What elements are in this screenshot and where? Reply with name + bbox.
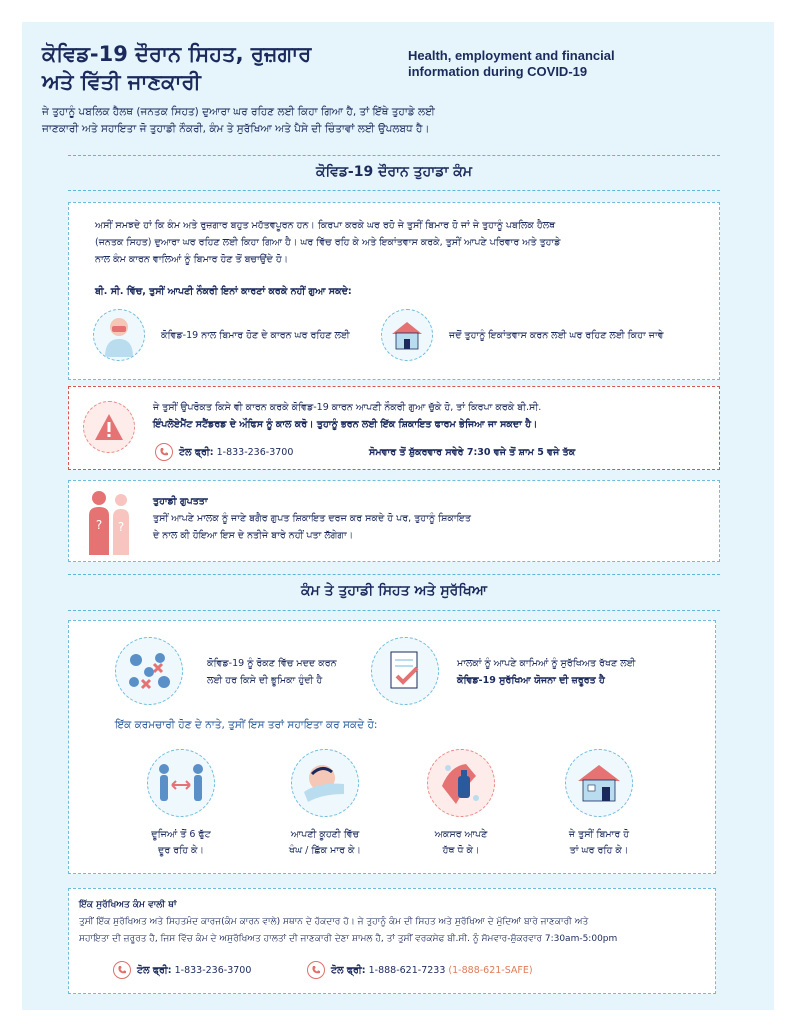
phone1-label: ਟੋਲ ਫ੍ਰੀ:: [137, 965, 172, 976]
privacy-line2: ਦੇ ਨਾਲ ਕੀ ਹੋਇਆ ਇਸ ਦੇ ਨਤੀਜੇ ਬਾਰੇ ਨਹੀਂ ਪਤਾ ਲੱਗੇਗਾ।: [153, 530, 354, 541]
house-icon: [381, 309, 433, 361]
reason1-text: ਕੋਵਿਡ-19 ਨਾਲ ਬਿਮਾਰ ਹੋਣ ਦੇ ਕਾਰਨ ਘਰ ਰਹਿਣ ਲਈ: [161, 330, 350, 341]
job-loss-box: [68, 386, 720, 470]
job-para-line3: ਨਾਲ ਕੰਮ ਕਾਰਨ ਵਾਲਿਆਂ ਨੂੰ ਬਿਮਾਰ ਹੋਣ ਤੋਂ ਬਚਾਉਂਦੇ ਹੋ।: [95, 254, 289, 265]
job-paragraph: [95, 217, 695, 268]
sick-person-icon: [93, 309, 145, 361]
reason2-text: ਜਦੋਂ ਤੁਹਾਨੂੰ ਇਕਾਂਤਵਾਸ ਕਰਨ ਲਈ ਘਰ ਰਹਿਣ ਲਈ ਕਿਹਾ ਜਾਵੇ: [449, 330, 664, 341]
role-line2: ਲਈ ਹਰ ਕਿਸੇ ਦੀ ਭੂਮਿਕਾ ਹੁੰਦੀ ਹੈ: [207, 675, 323, 686]
phone-icon: [307, 961, 325, 979]
safety-plan-icon: [371, 637, 439, 705]
job-loss-line2: ਇੰਪਲੋਏਮੈਂਟ ਸਟੈਂਡਰਡ ਦੇ ਔਫਿਸ ਨੂੰ ਕਾਲ ਕਰੋ। ਤੁਹਾਨੂੰ ਭਰਨ ਲਈ ਇੱਕ ਸ਼ਿਕਾਇਤ ਫਾਰਮ ਭੇਜਿਆ ਜਾ ਸਕਦਾ ਹੈ।: [153, 419, 538, 430]
tip-cough: [265, 827, 385, 859]
tip-distance-line2: ਦੂਰ ਰਹਿ ਕੇ।: [158, 845, 204, 856]
safe-workplace-heading: ਇੱਕ ਸੁਰੱਖਿਅਤ ਕੰਮ ਵਾਲੀ ਥਾਂ: [79, 900, 177, 910]
virus-icon: [115, 637, 183, 705]
phone2-label: ਟੋਲ ਫ੍ਰੀ:: [331, 965, 366, 976]
section2-title: ਕੰਮ ਤੇ ਤੁਹਾਡੀ ਸਿਹਤ ਅਤੇ ਸੁਰੱਖਿਆ: [301, 583, 487, 599]
phone1-number: 1-833-236-3700: [174, 965, 252, 976]
phone-label: ਟੋਲ ਫ੍ਰੀ:: [179, 447, 214, 458]
divider: [68, 190, 720, 191]
privacy-heading: ਤੁਹਾਡੀ ਗੁਪਤਤਾ: [153, 496, 208, 507]
job-subheading: ਬੀ. ਸੀ. ਵਿੱਚ, ਤੁਸੀਂ ਆਪਣੀ ਨੌਕਰੀ ਇਨਾਂ ਕਾਰਣਾਂ ਕਰਕੇ ਨਹੀਂ ਗੁਆ ਸਕਦੇ:: [95, 286, 352, 297]
employment-phone[interactable]: [137, 962, 317, 979]
page-title-english: [408, 48, 668, 80]
tip-stay-home-line2: ਤਾਂ ਘਰ ਰਹਿ ਕੇ।: [569, 845, 629, 856]
anonymous-people-icon: [85, 489, 135, 559]
phone-icon: [155, 443, 173, 461]
title-pa-line2: ਅਤੇ ਵਿੱਤੀ ਜਾਣਕਾਰੀ: [42, 70, 201, 94]
tip-handwash-line1: ਅਕਸਰ ਆਪਣੇ: [434, 829, 488, 840]
page-title-punjabi: [42, 40, 382, 96]
office-hours: ਸੋਮਵਾਰ ਤੋਂ ਸ਼ੁੱਕਰਵਾਰ ਸਵੇਰੇ 7:30 ਵਜੇ ਤੋਂ ਸ਼ਾਮ 5 ਵਜੇ ਤੱਕ: [369, 447, 576, 458]
job-protection-box: [68, 202, 720, 380]
intro-line1: ਜੇ ਤੁਹਾਨੂੰ ਪਬਲਿਕ ਹੈਲਥ (ਜਨਤਕ ਸਿਹਤ) ਦੁਆਰਾ ਘਰ ਰਹਿਣ ਲਈ ਕਿਹਾ ਗਿਆ ਹੈ, ਤਾਂ ਇੱਥੇ ਤੁਹਾਡੇ ਲਈ: [42, 106, 435, 118]
handwash-icon: [427, 749, 495, 817]
tip-handwash-line2: ਹੱਥ ਧੋ ਕੇ।: [442, 845, 480, 856]
tip-handwash: [401, 827, 521, 859]
job-para-line1: ਅਸੀਂ ਸਮਝਦੇ ਹਾਂ ਕਿ ਕੰਮ ਅਤੇ ਰੁਜ਼ਗਾਰ ਬਹੁਤ ਮਹੱਤਵਪੂਰਨ ਹਨ। ਕਿਰਪਾ ਕਰਕੇ ਘਰ ਰਹੋ ਜੇ ਤੁਸੀਂ ਬਿਮਾਰ ਹੋ ਜਾਂ ਜੇ ਤੁਹਾਨੂੰ ਪਬਲਿਕ ਹੈਲਥ: [95, 220, 556, 231]
intro-text: [42, 104, 742, 138]
safe-workplace-box: [68, 888, 716, 994]
tip-distance-line1: ਦੂਜਿਆਂ ਤੋਂ 6 ਫੁੱਟ: [151, 829, 211, 840]
svg-text:?: ?: [117, 520, 125, 534]
stay-home-icon: [565, 749, 633, 817]
svg-text:?: ?: [95, 518, 103, 532]
warning-icon: [83, 401, 135, 453]
privacy-text: [153, 493, 713, 544]
phone-icon: [113, 961, 131, 979]
phone2-alt: (1-888-621-SAFE): [448, 965, 533, 976]
distance-icon: [147, 749, 215, 817]
tip-stay-home: [539, 827, 659, 859]
tip-distance: [121, 827, 241, 859]
tip-cough-line1: ਆਪਣੀ ਕੂਹਣੀ ਵਿੱਚ: [290, 829, 360, 840]
worksafe-phone[interactable]: [331, 962, 631, 979]
divider: [68, 155, 720, 156]
title-en-line2: information during COVID-19: [408, 64, 588, 79]
role-line1: ਕੋਵਿਡ-19 ਨੂੰ ਰੋਕਣ ਵਿੱਚ ਮਦਦ ਕਰਨ: [207, 658, 337, 669]
phone2-number: 1-888-621-7233: [368, 965, 446, 976]
safety-plan-line2: ਕੋਵਿਡ-19 ਸੁਰੱਖਿਆ ਯੋਜਨਾ ਦੀ ਜ਼ਰੂਰਤ ਹੈ: [457, 675, 605, 686]
job-loss-line1: ਜੇ ਤੁਸੀਂ ਉਪਰੋਕਤ ਕਿਸੇ ਵੀ ਕਾਰਨ ਕਰਕੇ ਕੋਵਿਡ-19 ਕਾਰਨ ਆਪਣੀ ਨੌਕਰੀ ਗੁਆ ਚੁੱਕੇ ਹੋ, ਤਾਂ ਕਿਰਪਾ ਕਰਕੇ ਬੀ.ਸੀ.: [153, 402, 542, 413]
info-sheet: [22, 22, 774, 1010]
cough-elbow-icon: [291, 749, 359, 817]
title-en-line1: Health, employment and financial: [408, 48, 615, 63]
safe-workplace-line1: ਤੁਸੀਂ ਇੱਕ ਸੁਰੱਖਿਅਤ ਅਤੇ ਸਿਹਤਮੰਦ ਕਾਰਜ(ਕੰਮ ਕਾਰਨ ਵਾਲੇ) ਸਥਾਨ ਦੇ ਹੱਕਦਾਰ ਹੋ। ਜੇ ਤੁਹਾਨੂੰ ਕੰਮ ਦੀ ਸਿਹਤ ਅਤੇ ਸੁਰੱਖਿਆ ਦੇ ਮੁੱਦਿਆਂ ਬਾਰੇ ਜਾਣਕਾਰੀ ਅਤੇ: [79, 917, 589, 927]
privacy-box: [68, 480, 720, 562]
divider: [68, 574, 720, 575]
health-safety-box: [68, 620, 716, 874]
safe-workplace-line2: ਸਹਾਇਤਾ ਦੀ ਜ਼ਰੂਰਤ ਹੈ, ਜਿਸ ਵਿੱਚ ਕੰਮ ਦੇ ਅਸੁਰੱਖਿਅਤ ਹਾਲਤਾਂ ਦੀ ਜਾਣਕਾਰੀ ਦੇਣਾ ਸ਼ਾਮਲ ਹੈ, ਤਾਂ ਤੁਸੀਂ ਵਰਕਸੇਫ ਬੀ.ਸੀ. ਨੂੰ ਸੋਮਵਾਰ-ਸ਼ੁੱਕਰਵਾਰ 7:30am-5:00pm: [79, 934, 618, 944]
divider: [68, 610, 720, 611]
safety-plan-line1: ਮਾਲਕਾਂ ਨੂੰ ਆਪਣੇ ਕਾਮਿਆਂ ਨੂੰ ਸੁਰੱਖਿਅਤ ਰੱਖਣ ਲਈ: [457, 658, 636, 669]
safe-workplace-text: [79, 897, 711, 948]
safety-plan-text: [457, 655, 707, 689]
job-loss-phone[interactable]: [179, 444, 379, 461]
job-loss-text: [153, 399, 713, 433]
section1-title: ਕੋਵਿਡ-19 ਦੌਰਾਨ ਤੁਹਾਡਾ ਕੰਮ: [316, 164, 472, 180]
privacy-line1: ਤੁਸੀਂ ਆਪਣੇ ਮਾਲਕ ਨੂੰ ਜਾਣੇ ਬਗੈਰ ਗੁਪਤ ਸ਼ਿਕਾਇਤ ਦਰਜ ਕਰ ਸਕਦੇ ਹੋ ਪਰ, ਤੁਹਾਨੂੰ ਸ਼ਿਕਾਇਤ: [153, 513, 471, 524]
job-para-line2: (ਜਨਤਕ ਸਿਹਤ) ਦੁਆਰਾ ਘਰ ਰਹਿਣ ਲਈ ਕਿਹਾ ਗਿਆ ਹੈ। ਘਰ ਵਿੱਚ ਰਹਿ ਕੇ ਅਤੇ ਇਕਾਂਤਵਾਸ ਕਰਕੇ, ਤੁਸੀਂ ਆਪਣੇ ਪਰਿਵਾਰ ਅਤੇ ਤੁਹਾਡੇ: [95, 237, 561, 248]
role-text: [207, 655, 377, 689]
phone-number: 1-833-236-3700: [216, 447, 294, 458]
employee-subheading: ਇੱਕ ਕਰਮਚਾਰੀ ਹੋਣ ਦੇ ਨਾਤੇ, ਤੁਸੀਂ ਇਸ ਤਰਾਂ ਸਹਾਇਤਾ ਕਰ ਸਕਦੇ ਹੋ:: [115, 719, 378, 731]
intro-line2: ਜਾਣਕਾਰੀ ਅਤੇ ਸਹਾਇਤਾ ਜੋ ਤੁਹਾਡੀ ਨੌਕਰੀ, ਕੰਮ ਤੇ ਸੁਰੱਖਿਆ ਅਤੇ ਪੈਸੇ ਦੀ ਚਿੰਤਾਵਾਂ ਲਈ ਉਪਲਬਧ ਹੈ।: [42, 123, 430, 135]
tip-cough-line2: ਖੰਘ / ਛਿੱਕ ਮਾਰ ਕੇ।: [289, 845, 361, 856]
tip-stay-home-line1: ਜੇ ਤੁਸੀਂ ਬਿਮਾਰ ਹੋ: [568, 829, 630, 840]
title-pa-line1: ਕੋਵਿਡ-19 ਦੌਰਾਨ ਸਿਹਤ, ਰੁਜ਼ਗਾਰ: [42, 42, 312, 66]
